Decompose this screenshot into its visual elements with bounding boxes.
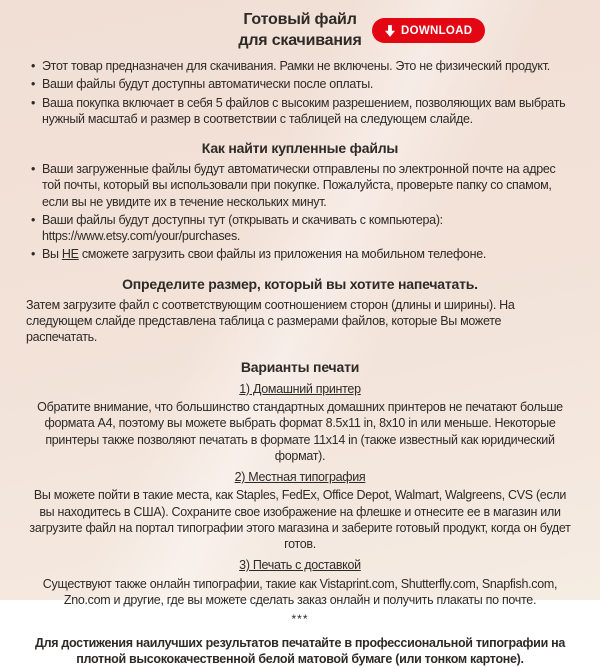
download-button[interactable]: [372, 18, 485, 43]
find-files-bullet-3-emphasis: НЕ: [61, 247, 79, 262]
print-option-2-paragraph: Вы можете пойти в такие места, как Staples, FedEx, Office Depot, Walmart, Walgreens, CVS (если вы находитесь в США). Сохраните свое изображение на флешке и отнесите ее в магазин или загрузите файл на портал типографии этого магазина и заберите готовый продукт, когда он будет готов.: [29, 488, 571, 552]
intro-bullet-3: • Ваша покупка включает в себя 5 файлов с высоким разрешением, позволяющих вам выбрать нужный масштаб и размер в соответствии с таблицей на следующем слайде.: [42, 95, 574, 128]
purchases-url-link[interactable]: https://www.etsy.com/your/purchases.: [42, 229, 241, 244]
intro-bullet-1: • Этот товар предназначен для скачивания. Рамки не включены. Это не физический продукт.: [42, 58, 574, 74]
find-files-bullet-3-prefix: Вы: [42, 247, 62, 262]
section-heading-print-options: Варианты печати: [240, 358, 360, 375]
asterisk-divider: ***: [291, 612, 309, 627]
choose-size-paragraph: Затем загрузите файл с соответствующим соотношением сторон (длины и ширины). На следующем слайде представлена таблица с размерами файлов, которые Вы можете распечатать.: [26, 297, 515, 345]
header-row: [26, 8, 574, 56]
print-option-1-paragraph: Обратите внимание, что большинство стандартных домашних принтеров не печатают больше формата А4, поэтому вы можете выбрать формат 8.5x11 in, 8x10 in или меньше. Некоторые принтеры также позволяют печатать в формате 11x14 in (также известный как юридический формат).: [37, 400, 563, 463]
print-option-1-title: 1) Домашний принтер: [239, 381, 361, 396]
section-heading-find-files: Как найти купленные файлы: [201, 140, 399, 156]
print-option-3-paragraph: Существуют также онлайн типографии, такие как Vistaprint.com, Shutterfly.com, Snapfish.com, Zno.com и другие, где вы можете сделать заказ онлайн и получить плакаты по почте.: [42, 576, 558, 607]
page-title-line-2: для скачивания: [238, 31, 362, 49]
print-option-2-title: 2) Местная типография: [234, 470, 366, 485]
find-files-bullet-2-text: Ваши файлы будут доступны тут (открывать и скачивать с компьютера):: [42, 212, 443, 227]
footer-note: Для достижения наилучших результатов печатайте в профессиональной типографии на плотной высококачественной белой матовой бумаге (или тонком картоне).: [34, 635, 566, 666]
download-arrow-icon: [385, 25, 395, 37]
intro-bullet-2: • Ваши файлы будут доступны автоматически после оплаты.: [42, 76, 574, 92]
page-title: [26, 10, 574, 52]
print-option-3-title: 3) Печать с доставкой: [239, 558, 361, 573]
find-files-bullet-1: • Ваши загруженные файлы будут автоматически отправлены по электронной почте на адрес той почты, который вы использовали при покупке. Пожалуйста, проверьте папку со спамом, если вы не увидите их в течение нескольких минут.: [42, 161, 574, 210]
page-title-line-1: Готовый файл: [243, 11, 357, 28]
find-files-bullet-3: [42, 246, 574, 262]
download-button-label: DOWNLOAD: [401, 24, 473, 37]
section-heading-choose-size: Определите размер, который вы хотите напечатать.: [122, 275, 478, 292]
find-files-bullet-3-suffix: сможете загрузить свои файлы из приложения на мобильном телефоне.: [78, 247, 487, 262]
find-files-bullet-list: [26, 161, 574, 263]
intro-bullet-list: [26, 58, 574, 127]
find-files-bullet-2: [42, 212, 574, 245]
